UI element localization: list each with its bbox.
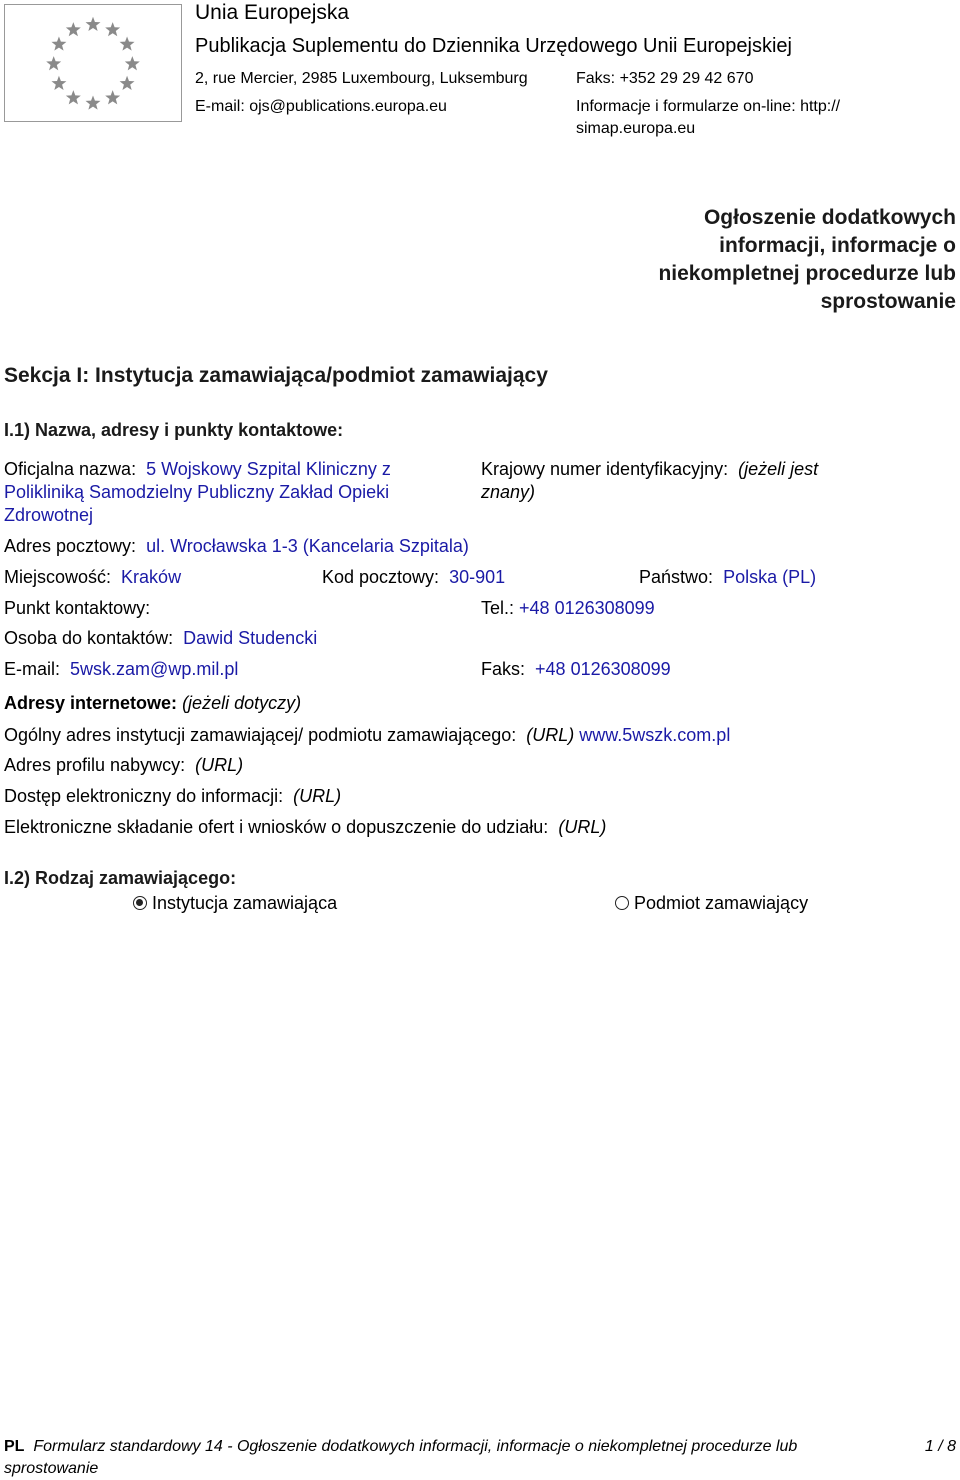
internet-title: Adresy internetowe:: [4, 693, 178, 713]
fax-value: +48 0126308099: [535, 659, 671, 679]
tel-row: [481, 598, 655, 619]
national-id-row: [481, 458, 861, 504]
postal-label: Adres pocztowy:: [4, 536, 137, 556]
option-contracting-authority[interactable]: [133, 893, 337, 914]
header-fax: Faks: +352 29 29 42 670: [576, 70, 754, 87]
attention-value: Dawid Studencki: [183, 628, 318, 648]
star-icon: [51, 76, 66, 90]
star-icon: [120, 36, 135, 50]
buyer-profile-row: [4, 755, 243, 776]
fax-label: Faks:: [481, 659, 526, 679]
country-value: Polska (PL): [723, 567, 817, 587]
buyer-profile-note: (URL): [195, 755, 244, 775]
i12-title: I.2) Rodzaj zamawiającego:: [4, 868, 237, 888]
e-submission-row: [4, 817, 606, 838]
general-address-url-note: (URL): [526, 725, 575, 745]
star-icon: [66, 22, 81, 36]
header-online-line1: Informacje i formularze on-line: http://: [576, 98, 841, 115]
official-name-row: [4, 458, 444, 527]
official-name-value: 5 Wojskowy Szpital Kliniczny z Polikliniką Samodzielny Publiczny Zakład Opieki Zdrowotnej: [4, 459, 391, 525]
radio-selected-icon[interactable]: [133, 896, 147, 910]
tel-label: Tel.:: [481, 598, 515, 618]
i11-title: I.1) Nazwa, adresy i punkty kontaktowe:: [4, 420, 344, 440]
general-address-row: [4, 725, 730, 746]
header-publication: Publikacja Suplementu do Dziennika Urzędowego Unii Europejskiej: [195, 35, 792, 57]
star-icon: [105, 22, 120, 36]
radio-unselected-icon[interactable]: [615, 896, 629, 910]
header-email: E-mail: ojs@publications.europa.eu: [195, 98, 447, 115]
attention-label: Osoba do kontaktów:: [4, 628, 174, 648]
postal-row: [4, 536, 469, 557]
footer-form-line1: Formularz standardowy 14 - Ogłoszenie dodatkowych informacji, informacje o niekompletnej procedurze lub: [33, 1438, 798, 1455]
fax-row: [481, 659, 671, 680]
postcode-value: 30-901: [449, 567, 506, 587]
section-title: Sekcja I: Instytucja zamawiająca/podmiot zamawiający: [4, 364, 548, 387]
star-icon: [51, 36, 66, 50]
star-icon: [86, 17, 101, 31]
footer-lang: PL: [4, 1438, 25, 1455]
email-row: [4, 659, 238, 680]
footer-form-line2: sprostowanie: [4, 1460, 99, 1477]
tel-value: +48 0126308099: [519, 598, 655, 618]
general-address-label: Ogólny adres instytucji zamawiającej/ podmiotu zamawiającego:: [4, 725, 517, 745]
eu-flag-logo: [4, 4, 182, 122]
notice-title: Ogłoszenie dodatkowych informacji, informacje o niekompletnej procedurze lub sprostowanie: [658, 206, 956, 313]
e-access-row: [4, 786, 341, 807]
country-row: [639, 567, 816, 588]
option-contracting-entity[interactable]: [615, 893, 808, 914]
star-icon: [46, 56, 61, 70]
header-online-line2: simap.europa.eu: [576, 120, 696, 137]
postcode-row: [322, 567, 505, 588]
internet-title-row: [4, 693, 301, 714]
national-id-note: (jeżeli jest znany): [481, 459, 819, 502]
header-org: Unia Europejska: [195, 1, 350, 24]
footer-line1: [4, 1438, 797, 1456]
e-submission-note: (URL): [558, 817, 607, 837]
star-icon: [86, 95, 101, 109]
general-address-value[interactable]: www.5wszk.com.pl: [579, 725, 731, 745]
postcode-label: Kod pocztowy:: [322, 567, 440, 587]
email-label: E-mail:: [4, 659, 61, 679]
e-submission-label: Elektroniczne składanie ofert i wniosków o dopuszczenie do udziału:: [4, 817, 549, 837]
eu-flag-stars-icon: [5, 5, 181, 121]
country-label: Państwo:: [639, 567, 714, 587]
star-icon: [120, 76, 135, 90]
star-icon: [66, 90, 81, 104]
postal-value: ul. Wrocławska 1-3 (Kancelaria Szpitala): [146, 536, 469, 556]
internet-note: (jeżeli dotyczy): [182, 693, 302, 713]
star-icon: [125, 56, 140, 70]
option-contracting-authority-label: Instytucja zamawiająca: [152, 893, 338, 913]
buyer-profile-label: Adres profilu nabywcy:: [4, 755, 186, 775]
header-address: 2, rue Mercier, 2985 Luxembourg, Luksemburg: [195, 70, 528, 87]
option-contracting-entity-label: Podmiot zamawiający: [634, 893, 809, 913]
e-access-note: (URL): [293, 786, 342, 806]
contact-point-label: Punkt kontaktowy:: [4, 598, 151, 618]
town-label: Miejscowość:: [4, 567, 112, 587]
official-name-label: Oficjalna nazwa:: [4, 459, 137, 479]
town-row: [4, 567, 181, 588]
email-value: 5wsk.zam@wp.mil.pl: [70, 659, 239, 679]
national-id-label: Krajowy numer identyfikacyjny:: [481, 459, 729, 479]
attention-row: [4, 628, 317, 649]
town-value: Kraków: [121, 567, 182, 587]
footer-page: 1 / 8: [924, 1438, 956, 1455]
star-icon: [105, 90, 120, 104]
e-access-label: Dostęp elektroniczny do informacji:: [4, 786, 284, 806]
